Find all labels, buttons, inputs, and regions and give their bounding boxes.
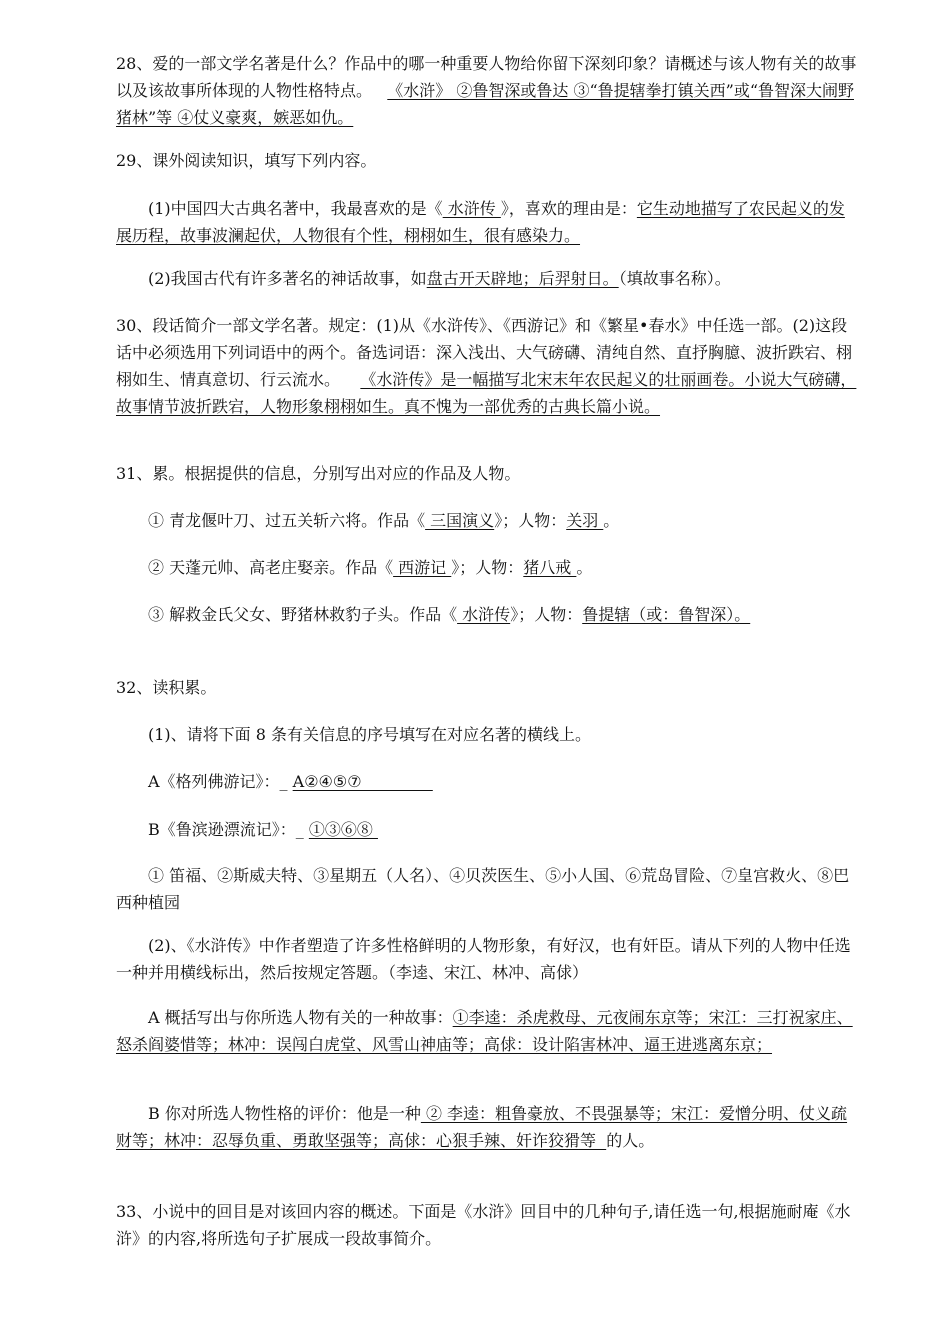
question-32-options: ① 笛福、②斯威夫特、③星期五（人名）、④贝茨医生、⑤小人国、⑥荒岛冒险、⑦皇宫救火、⑧巴西种植园: [116, 866, 850, 912]
answer-28: 《水浒》 ②鲁智深或鲁达 ③“鲁提辖拳打镇关西”或“鲁智深大闹野猪林”等 ④仗义豪爽，嫉恶如仇。: [116, 81, 854, 127]
question-31-item-2: ② 天蓬元帅、高老庄娶亲。作品《 西游记 》；人物：猪八戒 。: [148, 558, 593, 577]
answer-29-myths: 盘古开天辟地；后羿射日。: [426, 269, 619, 288]
answer-32-a: A②④⑤⑦: [292, 772, 433, 791]
answer-29-reason: 它生动地描写了农民起义的发展历程，故事波澜起伏，人物很有个性，栩栩如生，很有感染力。: [116, 199, 845, 245]
question-29-title: 29、课外阅读知识，填写下列内容。: [116, 151, 377, 170]
answer-32-evaluation: ② 李逵：粗鲁豪放、不畏强暴等；宋江：爱憎分明、仗义疏财等；林冲：忍辱负重、勇敢坚强等；高俅：心狠手辣、奸诈狡猾等: [116, 1104, 848, 1150]
question-33: 33、小说中的回目是对该回内容的概述。下面是《水浒》回目中的几种句子,请任选一句,根据施耐庵《水浒》的内容,将所选句子扩展成一段故事简介。: [116, 1202, 851, 1248]
answer-31-work-2: 西游记: [393, 558, 452, 577]
question-32-title: 32、读积累。: [116, 678, 217, 697]
question-32-part-2-a: A 概括写出与你所选人物有关的一种故事：①李逵：杀虎救母、元夜闹东京等；宋江：三打祝家庄、怒杀阎婆惜等；林冲：误闯白虎堂、风雪山神庙等；高俅：设计陷害林冲、逼王进逃离东京；: [116, 1008, 853, 1054]
answer-31-work-3: 水浒传: [457, 605, 511, 624]
answer-30: 《水浒传》是一幅描写北宋末年农民起义的壮丽画卷。小说大气磅礴，故事情节波折跌宕，人物形象栩栩如生。真不愧为一部优秀的古典长篇小说。: [116, 370, 857, 416]
answer-31-person-3: 鲁提辖（或：鲁智深）。: [582, 605, 751, 624]
answer-29-book: 水浒传: [442, 199, 501, 218]
question-32-part-2-b: B 你对所选人物性格的评价：他是一种 ② 李逵：粗鲁豪放、不畏强暴等；宋江：爱憎分明、仗义疏财等；林冲：忍辱负重、勇敢坚强等；高俅：心狠手辣、奸诈狡猾等 的人。: [116, 1104, 848, 1150]
question-32-part-2: (2)、《水浒传》中作者塑造了许多性格鲜明的人物形象，有好汉，也有奸臣。请从下列的人物中任选一种并用横线标出，然后按规定答题。（李逵、宋江、林冲、高俅）: [116, 936, 851, 982]
question-29-part-1: (1)中国四大古典名著中，我最喜欢的是《 水浒传 》，喜欢的理由是：它生动地描写了农民起义的发展历程，故事波澜起伏，人物很有个性，栩栩如生，很有感染力。: [116, 199, 845, 245]
question-31-item-1: ① 青龙偃叶刀、过五关斩六将。作品《 三国演义》；人物：关羽 。: [148, 511, 620, 530]
answer-31-work-1: 三国演义: [425, 511, 495, 530]
question-32-part-1: (1)、请将下面 8 条有关信息的序号填写在对应名著的横线上。: [148, 725, 592, 744]
question-32-answer-a: A《格列佛游记》：_ A②④⑤⑦: [148, 772, 433, 791]
answer-32-b: ①③⑥⑧: [308, 820, 378, 839]
question-29-part-2: (2)我国古代有许多著名的神话故事，如盘古开天辟地；后羿射日。（填故事名称）。: [148, 269, 731, 288]
answer-32-story: ①李逵：杀虎救母、元夜闹东京等；宋江：三打祝家庄、怒杀阎婆惜等；林冲：误闯白虎堂、风雪山神庙等；高俅：设计陷害林冲、逼王进逃离东京；: [116, 1008, 853, 1054]
question-32-answer-b: B《鲁滨逊漂流记》：_ ①③⑥⑧: [148, 820, 378, 839]
question-28: 28、爱的一部文学名著是什么？作品中的哪一种重要人物给你留下深刻印象？请概述与该人物有关的故事以及该故事所体现的人物性格特点。 《水浒》 ②鲁智深或鲁达 ③“鲁提辖拳打镇关西”或“鲁智深大闹野猪林”等 ④仗义豪爽，嫉恶如仇。: [116, 54, 857, 127]
question-31-title: 31、累。根据提供的信息，分别写出对应的作品及人物。: [116, 464, 521, 483]
answer-31-person-2: 猪八戒: [523, 558, 577, 577]
answer-31-person-1: 关羽: [566, 511, 604, 530]
question-31-item-3: ③ 解救金氏父女、野猪林救豹子头。作品《 水浒传》；人物：鲁提辖（或：鲁智深）。: [148, 605, 751, 624]
question-30: 30、段话简介一部文学名著。规定：(1)从《水浒传》、《西游记》和《繁星•春水》中任选一部。(2)这段话中必须选用下列词语中的两个。备选词语：深入浅出、大气磅礴、清纯自然、直抒胸臆、波折跌宕、栩栩如生、情真意切、行云流水。 《水浒传》是一幅描写北宋末年农民起义的壮丽画卷。小说大气磅礴，故事情节波折跌宕，人物形象栩栩如生。真不愧为一部优秀的古典长篇小说。: [116, 316, 857, 416]
